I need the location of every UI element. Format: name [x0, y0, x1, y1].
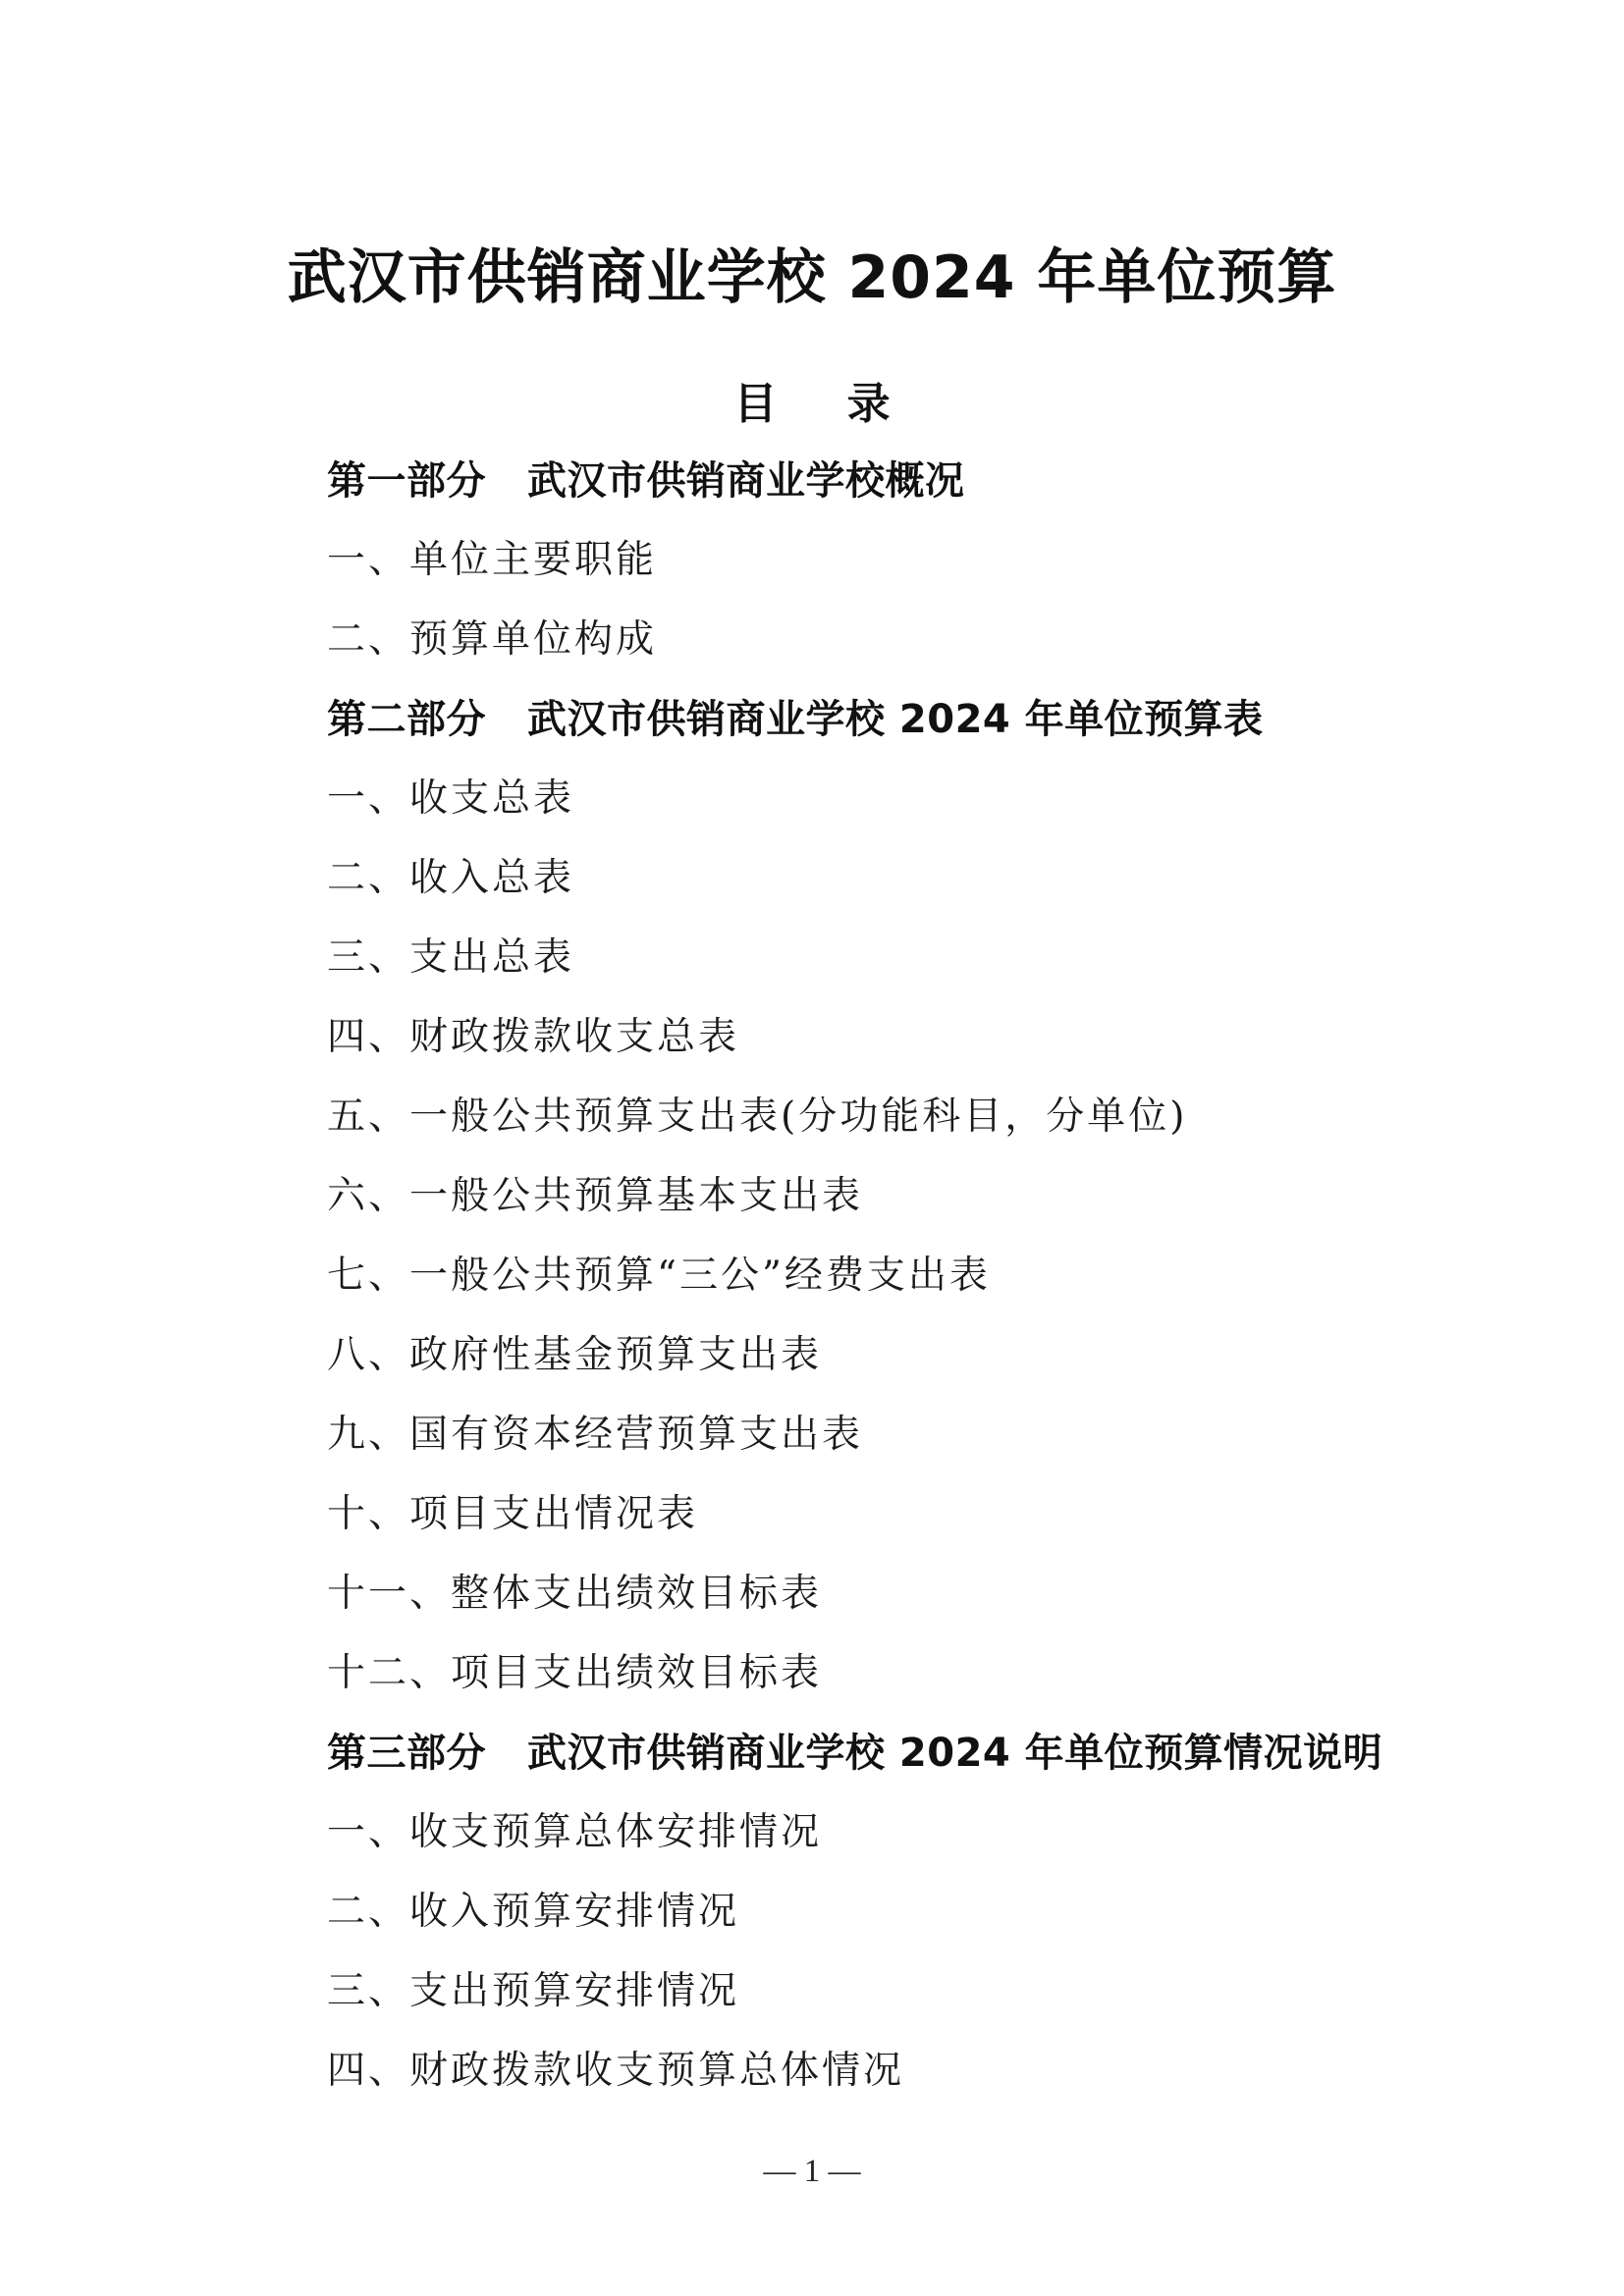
toc-part-name: 武汉市供销商业学校 2024 年单位预算表 [527, 697, 1264, 742]
toc-item: 三、支出预算安排情况 [327, 1969, 740, 2013]
toc-item: 二、收入总表 [327, 856, 575, 900]
toc-item: 八、政府性基金预算支出表 [327, 1333, 823, 1377]
toc-part-label: 第三部分 [327, 1731, 486, 1776]
toc-part-heading [327, 1724, 1505, 1803]
toc-item: 十二、项目支出绩效目标表 [327, 1651, 823, 1695]
toc-part-name: 武汉市供销商业学校 2024 年单位预算情况说明 [527, 1731, 1383, 1776]
toc-part-name: 武汉市供销商业学校概况 [527, 458, 965, 504]
page-title: 武汉市供销商业学校 2024 年单位预算 [287, 243, 1337, 313]
toc-part-label: 第二部分 [327, 697, 486, 742]
toc-item: 一、单位主要职能 [327, 538, 658, 582]
toc-item: 十一、整体支出绩效目标表 [327, 1572, 823, 1616]
toc-part-heading [327, 690, 1505, 770]
toc-item: 三、支出总表 [327, 935, 575, 980]
toc-item: 五、一般公共预算支出表(分功能科目，分单位) [327, 1095, 1188, 1139]
toc-item: 一、收支预算总体安排情况 [327, 1810, 823, 1854]
toc-item: 十、项目支出情况表 [327, 1492, 699, 1536]
toc-item: 二、预算单位构成 [327, 617, 658, 662]
toc-heading: 目 录 [733, 379, 918, 429]
toc-item: 二、收入预算安排情况 [327, 1890, 740, 1934]
toc-item: 四、财政拨款收支预算总体情况 [327, 2049, 905, 2093]
page-number: — 1 — [763, 2154, 861, 2189]
toc-item: 四、财政拨款收支总表 [327, 1015, 740, 1059]
toc-part-label: 第一部分 [327, 458, 486, 504]
toc-part-heading [327, 452, 1505, 531]
toc-item: 一、收支总表 [327, 776, 575, 821]
toc-item: 九、国有资本经营预算支出表 [327, 1413, 864, 1457]
toc-item: 七、一般公共预算“三公”经费支出表 [327, 1254, 991, 1298]
table-of-contents [327, 452, 1505, 2121]
toc-item: 六、一般公共预算基本支出表 [327, 1174, 864, 1218]
